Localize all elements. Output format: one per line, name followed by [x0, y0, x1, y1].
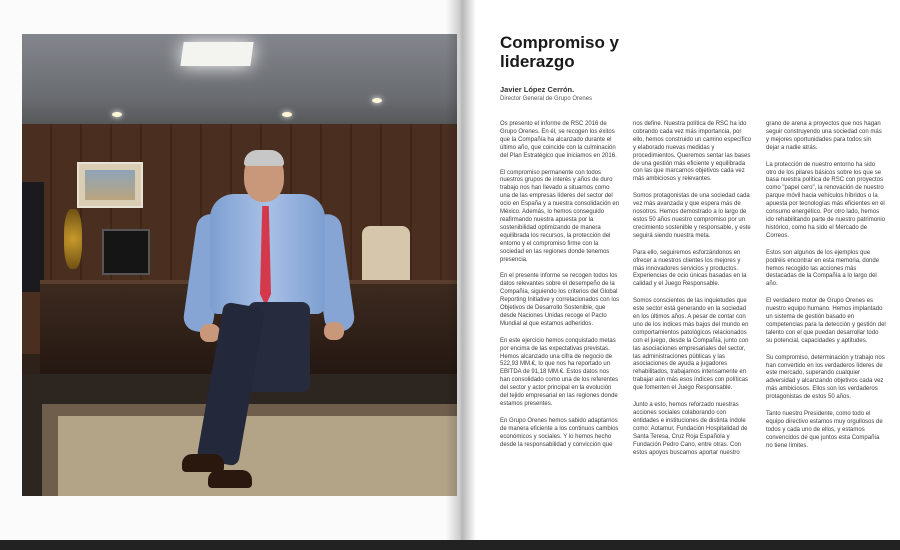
- paragraph: La protección de nuestro entorno ha sido otro de los pilares básicos sobre los que se basa nuestra política de RSC con proyectos como "papel cero", la renovación de nuestro parque móvil hacia vehículos híbridos o la apuesta por tecnologías más eficientes en el consumo energético. Por otro lado, hemos ido rehabilitando parte de nuestro patrimonio histórico, como ha sido el Mercado de Correos.: [766, 161, 886, 239]
- man-hair: [244, 150, 284, 166]
- paragraph: Su compromiso, determinación y trabajo nos han convertido en los verdaderos líderes de este mercado, superando cualquier adversidad y alcanzando objetivos cada vez más ambiciosos. Ellos son los verdaderos protagonistas de estos 50 años.: [766, 354, 885, 401]
- paragraph: Somos conscientes de las inquietudes que este sector está generando en la sociedad en los últimos años. A pesar de contar con uno de los índices más bajos del mundo en comportamientos patológicos relacionados con el juego, desde la Compañía, junto con las asociaciones empresariales del sector, las administraciones públicas y las asociaciones de ayuda a jugadores rehabilitados, trabajamos intensamente en trabajar aún más esos índices con políticas que fomenten el Juego Responsable.: [633, 298, 749, 392]
- paragraph: Junto a esto, hemos reforzado nuestras acciones sociales colaborando con entidades e instituciones de distinta índole como: Aotamur, Fundación Hospitalidad de Santa Teresa, Cruz Roja Española y Fundación Pedro Cano, entre otras. Con estos apoyos buscamos aportar nuestro: [633, 402, 748, 456]
- monitor: [102, 229, 150, 275]
- paragraph: grano de arena a proyectos que nos hagan seguir construyendo una sociedad con más y mejores oportunidades para todos sin dejar a nadie atrás.: [766, 121, 882, 151]
- author-role: Director General de Grupo Orenes: [500, 96, 593, 102]
- bottom-edge: [0, 540, 900, 550]
- paragraph: Estos son algunos de los ejemplos que podréis encontrar en esta memoria, donde hemos recogido las acciones más destacadas de la Compañía a lo largo del año.: [766, 249, 880, 288]
- paragraph: En el presente informe se recogen todos los datos relevantes sobre el desempeño de la Compañía, siguiendo los criterios del Global Reporting Initiative y correlacionados con los Objetivos de Desarrollo Sostenible, que desde Naciones Unidas recoge el Pacto Mundial al que estamos adheridos.: [500, 273, 620, 327]
- paragraph: nos define. Nuestra política de RSC ha ido cobrando cada vez más importancia, por ello, hemos construido un camino específico y elaborado nuevas medidas y procedimientos. Queremos sentar las bases de una gestión más eficiente y equilibrada con las que marcarnos objetivos cada vez más ambiciosos y relevantes.: [633, 121, 752, 183]
- spotlight: [282, 112, 292, 117]
- portrait-photo: [22, 34, 457, 496]
- wall-painting: [77, 162, 143, 208]
- book-gutter: [446, 0, 476, 550]
- text-column-3: [766, 121, 886, 460]
- author-name: Javier López Cerrón.: [500, 85, 575, 94]
- rug-inner: [58, 416, 457, 496]
- spotlight: [372, 98, 382, 103]
- paragraph: Somos protagonistas de una sociedad cada vez más avanzada y que espera más de nosotros. Hemos demostrado a lo largo de estos 50 años nuestro compromiso por un crecimiento sostenible y responsable, y este seguirá siendo nuestra meta.: [633, 193, 751, 239]
- ceiling-light: [180, 42, 253, 66]
- text-column-2: [633, 121, 753, 466]
- paragraph: Os presento el informe de RSC 2016 de Grupo Orenes. En él, se recogen los éxitos que la Compañía ha alcanzado durante el último año, que coincide con la culminación del Plan Estratégico que iniciamos en 2016.: [500, 121, 617, 159]
- sculpture: [64, 209, 82, 269]
- text-column-1: [500, 121, 620, 459]
- paragraph: En Grupo Orenes hemos sabido adaptarnos de manera eficiente a los continuos cambios económicos y sociales. Y lo hemos hecho desde la responsabilidad y convicción que: [500, 417, 619, 448]
- spotlight: [112, 112, 122, 117]
- photo-credit-strip: [2, 330, 10, 500]
- man-hand-right: [324, 322, 344, 340]
- paragraph: En este ejercicio hemos conquistado metas por encima de las expectativas previstas. Hemos alcanzado una cifra de negocio de 522,93 MM.€, lo que nos ha reportado un EBITDA de 91,18 MM.€. Estos datos nos han consolidado como una de los referentes del sector y actor principal en la evolución del tejido empresarial en las regiones donde estamos presentes.: [500, 337, 619, 407]
- office-chair: [362, 226, 410, 288]
- paragraph: Tanto nuestro Presidente, como todo el equipo directivo estamos muy orgullosos de todos y cada uno de ellos, y estamos convencidos de que juntos esta Compañía no tiene límites.: [766, 411, 883, 449]
- man-shoe-right: [208, 470, 252, 488]
- paragraph: El compromiso permanente con todos nuestros grupos de interés y años de duro trabajo nos han llevado a situarnos como una de las empresas líderes del sector del ocio en España y a nuestra consolidación en México. Además, lo hemos conseguido reafirmando nuestra apuesta por la sostenibilidad optimizando de manera equilibrada los recursos, la protección del entorno y el compromiso firme con la sociedad en las regiones donde tenemos presencia.: [500, 169, 620, 263]
- coat: [22, 182, 44, 292]
- paragraph: El verdadero motor de Grupo Orenes es nuestro equipo humano. Hemos implantado un sistema de gestión basado en competencias para la detección y gestión del talento con el que puedan desarrollar todo su potencial, capacidades y aptitudes.: [766, 298, 886, 344]
- article-title: Compromiso y liderazgo: [500, 33, 620, 71]
- paragraph: Para ello, seguiremos esforzándonos en ofrecer a nuestros clientes los mejores y más innovadores servicios y productos. Experiencias de ocio únicas basadas en la calidad y el Juego Responsable.: [633, 249, 747, 288]
